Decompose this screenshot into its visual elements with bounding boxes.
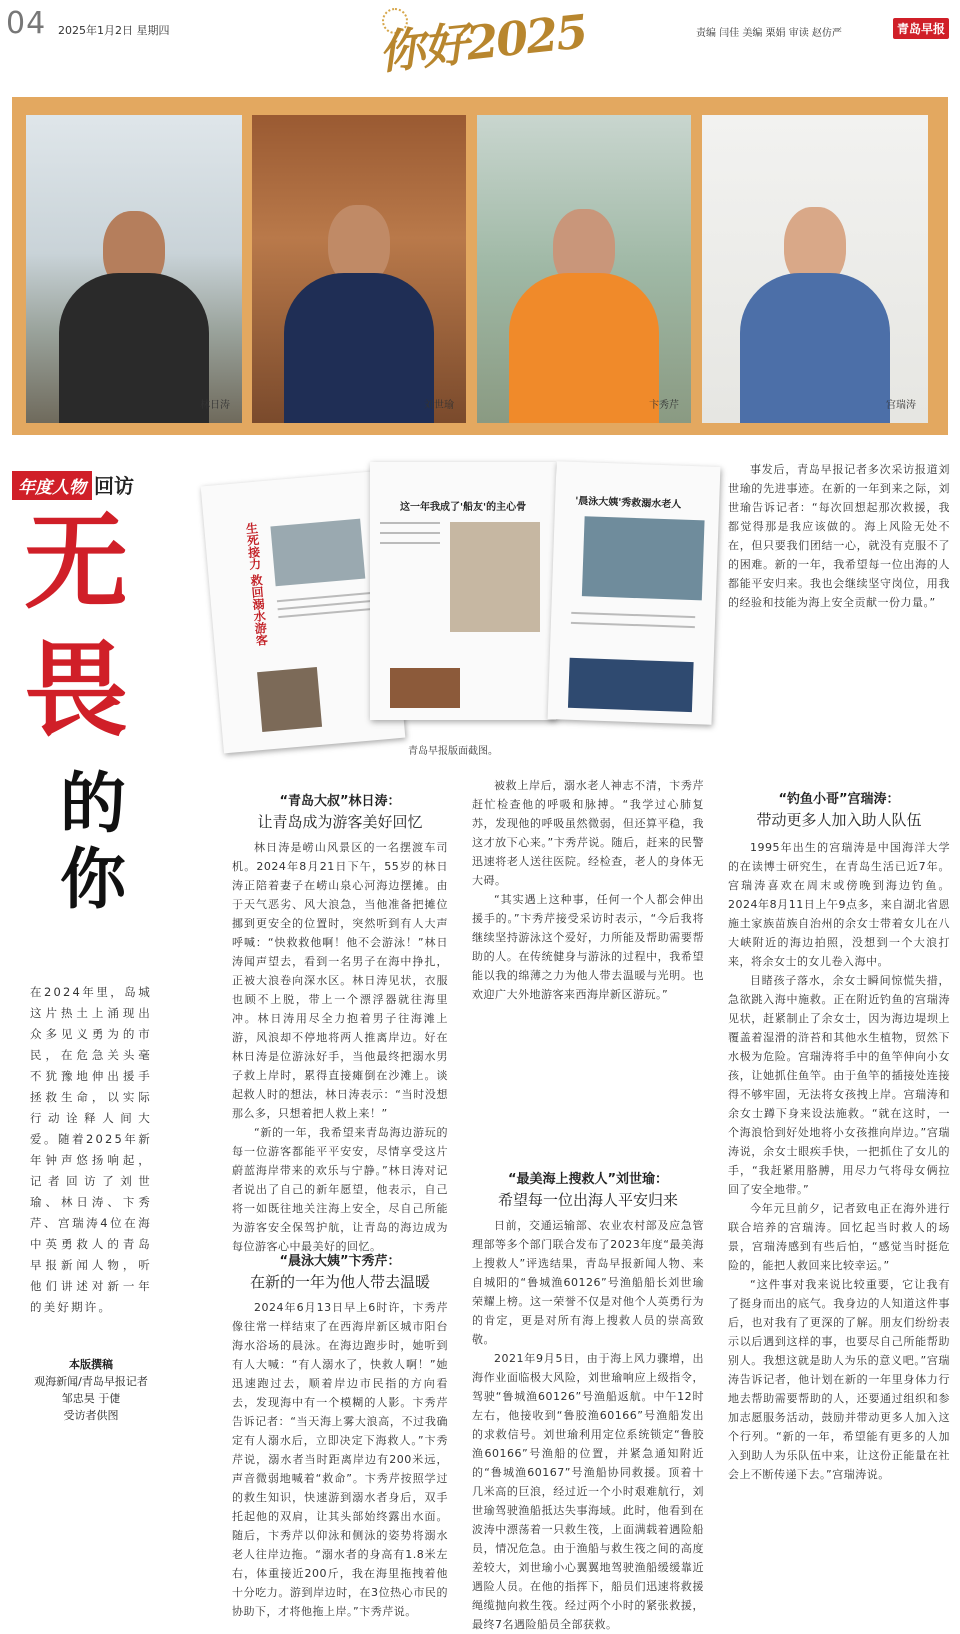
- column-tag: 年度人物: [12, 471, 92, 500]
- clipping-headline: 生死接力 救回溺水游客: [244, 521, 269, 647]
- article-paragraph: 2021年9月5日，由于海上风力骤增，出海作业面临极大风险，刘世瑜响应上级指令，驾驶“鲁城渔60126”号渔船返航。中午12时左右，他接收到“鲁胶渔60166”号渔船发出的求救信号。刘世瑜利用定位系统锁定“鲁胶渔60166”号渔船的位置，并紧急通知附近的“鲁城渔60167”号渔船协同救援。顶着十几米高的巨浪，经过近一个小时艰难航行，刘世瑜驾驶渔船抵达失事海域。此时，他看到在波涛中漂荡着一只救生筏，上面满载着遇险船员，情况危急。由于渔船与救生筏之间的高度差较大，刘世瑜小心翼翼地驾驶渔船缓缓靠近遇险人员。在他的指挥下，船员们迅速将救援绳缆抛向救生筏。经过两个小时的紧张救援，最终7名遇险船员全部获救。: [472, 1352, 704, 1631]
- headline-char-3: 的: [60, 764, 126, 842]
- clipping-text-line: [278, 607, 378, 618]
- clipping-photo: [390, 668, 460, 708]
- page-number: 04: [6, 6, 47, 41]
- article-bian-part2: [472, 776, 704, 1160]
- article-paragraph: “这件事对我来说比较重要，它让我有了挺身而出的底气。我身边的人知道这件事后，也对我有了更深的了解。朋友们纷纷表示以后遇到这样的事，也要尽自己所能帮助别人。我想这就是助人为乐的意义吧。”宫瑞涛告诉记者，他计划在新的一年里身体力行地去帮助需要帮助的人，还要通过组织和参加志愿服务活动，鼓励并带动更多人加入这个行列。“新的一年，希望能有更多的人加入到助人为乐队伍中来，让这份正能量在社会上不断传递下去。”宫瑞涛说。: [728, 1278, 950, 1481]
- clipping-photo: [582, 516, 705, 600]
- section-kicker: “青岛大叔”林日涛：: [279, 794, 401, 809]
- article-bian-part1: [232, 1298, 448, 1618]
- clipping-text-line: [380, 532, 440, 534]
- clipping-page-3: [548, 461, 721, 725]
- section-head-liu: [472, 1168, 704, 1210]
- byline-line: 邹忠昊 于倢: [61, 1392, 121, 1405]
- portrait-caption: 宫瑞涛: [886, 400, 916, 411]
- headline-char-1: 无: [24, 500, 129, 623]
- portrait-strip: [12, 97, 948, 435]
- clippings-collage: [212, 462, 722, 762]
- portrait-body: [509, 273, 659, 423]
- portrait-body: [59, 273, 209, 423]
- clipping-text-line: [380, 522, 440, 524]
- section-title: 让青岛成为游客美好回忆: [257, 813, 423, 831]
- clipping-photo: [270, 519, 365, 587]
- clipping-page-2: [370, 462, 556, 720]
- section-title: 希望每一位出海人平安归来: [497, 1191, 678, 1209]
- portrait-figure: [59, 203, 209, 423]
- section-kicker: “最美海上搜救人”刘世瑜：: [507, 1172, 669, 1187]
- portrait-caption: 刘世瑜: [424, 400, 454, 411]
- portrait-caption: 卞秀芹: [649, 400, 679, 411]
- editors-credit: 责编 闫佳 美编 栗娟 审读 赵仿严: [696, 28, 842, 39]
- portrait-bian: [477, 115, 691, 423]
- portrait-gong: [702, 115, 928, 423]
- clipping-photo: [450, 522, 540, 632]
- issue-date: 2025年1月2日 星期四: [58, 24, 170, 37]
- article-paragraph: “新的一年，我希望来青岛海边游玩的每一位游客都能平平安安，尽情享受这片蔚蓝海岸带来的欢乐与宁静。”林日涛对记者说出了自己的新年愿望，他表示，自己将一如既往地关注海上安全，尽自己所能为游客安全保驾护航，让青岛的海边成为每位游客心中最美好的回忆。: [232, 1126, 448, 1253]
- clippings-caption: 青岛早报版面截图。: [408, 746, 498, 757]
- clipping-photo: [568, 658, 694, 712]
- section-head-lin: [232, 790, 448, 832]
- article-paragraph: 被救上岸后，溺水老人神志不清，卞秀芹赶忙检查他的呼吸和脉搏。“我学过心肺复苏，发现他的呼吸虽然微弱，但还算平稳，我这才放下心来。”卞秀芹说。随后，赶来的民警迅速将老人送往医院。经检查，老人的身体无大碍。: [472, 779, 704, 887]
- newspaper-logo: 青岛早报: [893, 18, 949, 39]
- portrait-figure: [509, 203, 659, 423]
- article-liu-part2: [728, 460, 950, 776]
- portrait-liu: [252, 115, 466, 423]
- clipping-headline: '晨泳大姨'秀救溺水老人: [574, 495, 682, 511]
- byline-line: 受访者供图: [63, 1409, 119, 1422]
- section-kicker: “晨泳大姨”卞秀芹：: [279, 1254, 401, 1269]
- section-head-bian: [232, 1250, 448, 1292]
- section-title: 带动更多人加入助人队伍: [756, 811, 922, 829]
- article-liu-part1: [472, 1216, 704, 1631]
- headline-char-4: 你: [60, 840, 126, 918]
- article-paragraph: 2024年6月13日早上6时许，卞秀芹像往常一样结束了在西海岸新区城市阳台海水浴场的晨泳。在海边跑步时，她听到有人大喊：“有人溺水了，快救人啊！”她迅速跑过去，顺着岸边市民指的方向看去，发现海中有一个模糊的人影。卞秀芹告诉记者：“当天海上雾大浪高，不过我确定有人溺水后，立即决定下海救人。”卞秀芹说，溺水者当时距离岸边有200米远，声音微弱地喊着“救命”。卞秀芹按照学过的救生知识，快速游到溺水者身后，双手托起他的双肩，让其头部始终露出水面。随后，卞秀芹以仰泳和侧泳的姿势将溺水老人往岸边拖。“溺水者的身高有1.8米左右，体重接近200斤，我在海里拖拽着他十分吃力。游到岸边时，在3位热心市民的协助下，才将他拖上岸。”卞秀芹说。: [232, 1301, 448, 1618]
- section-title: 在新的一年为他人带去温暖: [249, 1273, 430, 1291]
- byline-line: 观海新闻/青岛早报记者: [34, 1375, 148, 1388]
- article-paragraph: 日前，交通运输部、农业农村部及应急管理部等多个部门联合发布了2023年度“最美海上搜救人”评选结果，青岛早报新闻人物、来自城阳的“鲁城渔60126”号渔船船长刘世瑜荣耀上榜。这一荣誉不仅是对他个人英勇行为的肯定，更是对所有海上搜救人员的崇高致敬。: [472, 1219, 704, 1346]
- clipping-text-line: [380, 542, 440, 544]
- clipping-headline: 这一年我成了'船友'的主心骨: [400, 502, 527, 513]
- article-paragraph: 1995年出生的宫瑞涛是中国海洋大学的在读博士研究生，在青岛生活已近7年。宫瑞涛喜欢在周末或傍晚到海边钓鱼。2024年8月11日上午9点多，来自湖北省恩施土家族苗族自治州的余女士带着女儿在八大峡附近的海边拍照，没想到一个大浪打来，将余女士的女儿卷入海中。: [728, 841, 950, 968]
- article-paragraph: “其实遇上这种事，任何一个人都会伸出援手的。”卞秀芹接受采访时表示，“今后我将继续坚持游泳这个爱好，力所能及帮助需要帮助的人。在传统健身与游泳的过程中，我希望能以我的绵薄之力为他人带去温暖与光明。也欢迎广大外地游客来西海岸新区游玩。”: [472, 893, 704, 1001]
- portrait-caption: 林日涛: [200, 400, 230, 411]
- portrait-body: [284, 273, 434, 423]
- portrait-body: [740, 273, 890, 423]
- clipping-text-line: [571, 622, 695, 628]
- headline-char-2: 畏: [24, 628, 129, 751]
- article-lin: [232, 838, 448, 1253]
- article-paragraph: 林日涛是崂山风景区的一名摆渡车司机。2024年8月21日下午，55岁的林日涛正陪着妻子在崂山泉心河海边摆摊。由于天气恶劣、风大浪急，当他准备把摊位挪到更安全的位置时，突然听到有人大声呼喊：“快救救他啊！他不会游泳！”林日涛闻声望去，看到一名男子在海中挣扎，正被大浪卷向深水区。林日涛见状，衣服也顾不上脱，带上一个漂浮器就往海里冲。林日涛用尽全力抱着男子往海滩上游，风浪却不停地将两人推离岸边。好在林日涛是位游泳好手，当他最终把溺水男子救上岸时，累得直接瘫倒在沙滩上。谈起救人时的想法，林日涛表示：“当时没想那么多，只想着把人救上来！”: [232, 841, 448, 1120]
- page-header: [0, 0, 960, 92]
- feature-title-block: [12, 470, 182, 500]
- feature-intro: 在2024年里，岛城这片热土上涌现出众多见义勇为的市民，在危急关头毫不犹豫地伸出援手拯救生命，以实际行动诠释人间大爱。随着2025年新年钟声悠扬响起，记者回访了刘世瑜、林日涛、卞秀芹、宫瑞涛4位在海中英勇救人的青岛早报新闻人物，听他们讲述对新一年的美好期许。: [30, 985, 152, 1314]
- article-paragraph: 目睹孩子落水，余女士瞬间惊慌失措，急欲跳入海中施救。正在附近钓鱼的宫瑞涛见状，赶紧制止了余女士，因为海边堤坝上覆盖着湿滑的浒苔和其他水生植物，贸然下水极为危险。宫瑞涛将手中的鱼竿伸向小女孩，让她抓住鱼竿。由于鱼竿的插接处连接得不够牢固，无法将女孩拽上岸。宫瑞涛和余女士蹲下身来设法施救。“就在这时，一个海浪恰到好处地将小女孩推向岸边。”宫瑞涛说，余女士眼疾手快，一把抓住了女儿的手，“我赶紧用胳膊，用尽力气将母女俩拉回了安全地带。”: [728, 974, 950, 1196]
- byline: [18, 1356, 164, 1424]
- clipping-text-line: [571, 612, 695, 618]
- article-gong: [728, 838, 950, 1481]
- article-paragraph: 事发后，青岛早报记者多次采访报道刘世瑜的先进事迹。在新的一年到来之际，刘世瑜告诉记者：“每次回想起那次救援，我都觉得那是我应该做的。海上风险无处不在，但只要我们团结一心，就没有克服不了的困难。新的一年，我希望每一位出海的人都能平安归来。我也会继续坚守岗位，用我的经验和技能为海上安全贡献一份力量。”: [728, 463, 950, 609]
- column-tag-suffix: 回访: [94, 474, 134, 498]
- clipping-photo: [257, 667, 322, 732]
- masthead: [378, 6, 608, 78]
- section-kicker: “钓鱼小哥”宫瑞涛：: [778, 792, 900, 807]
- section-head-gong: [728, 788, 950, 830]
- portrait-figure: [284, 203, 434, 423]
- article-paragraph: 今年元旦前夕，记者致电正在海外进行联合培养的宫瑞涛。回忆起当时救人的场景，宫瑞涛感到有些后怕，“感觉当时挺危险的，能把人救回来比较幸运。”: [728, 1202, 950, 1272]
- portrait-lin: [26, 115, 242, 423]
- portrait-figure: [740, 203, 890, 423]
- byline-line: 本版撰稿: [69, 1358, 113, 1371]
- masthead-title: 你好2025: [376, 4, 589, 80]
